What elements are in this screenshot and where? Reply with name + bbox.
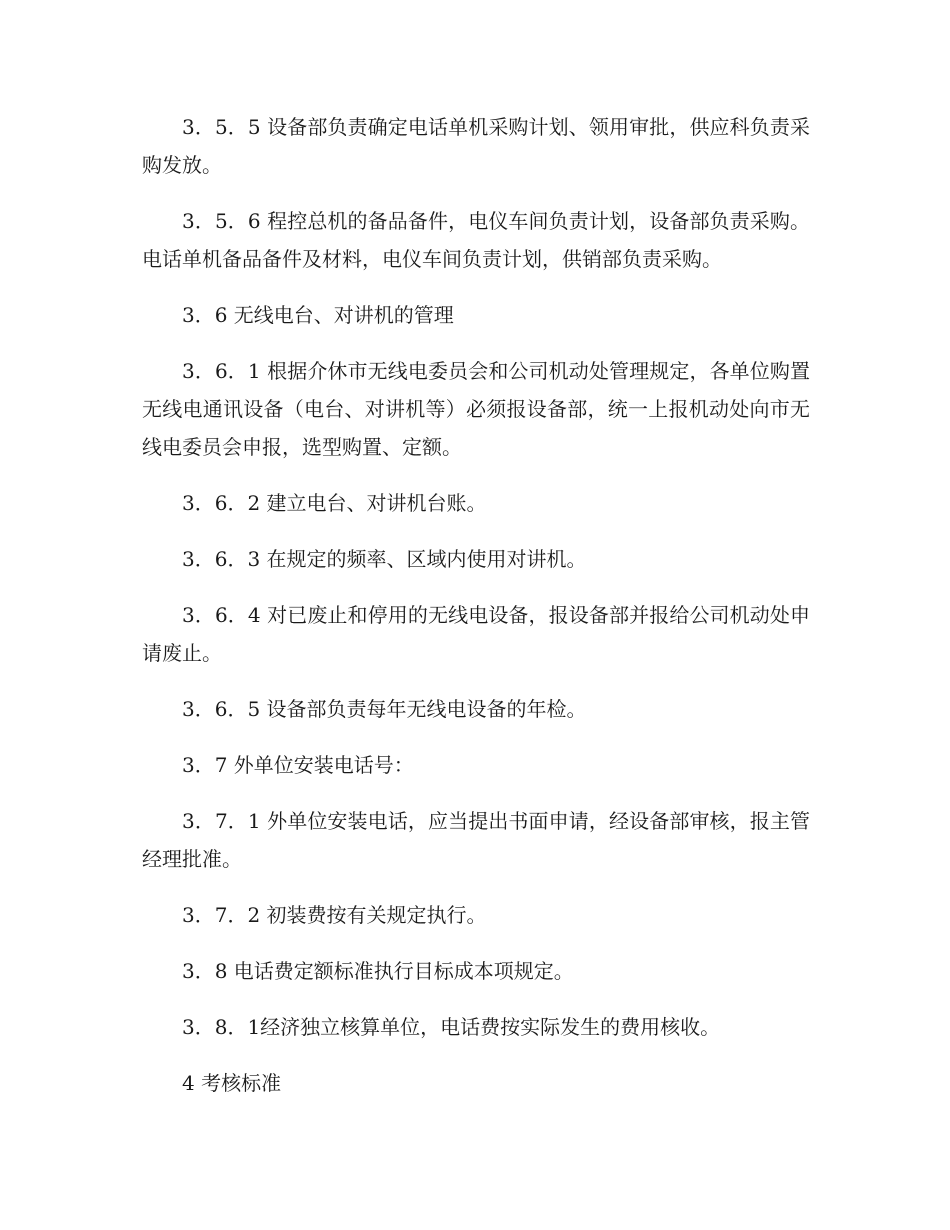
paragraph-3-6-1: 3．6．1 根据介休市无线电委员会和公司机动处管理规定，各单位购置无线电通讯设备（电台、对讲机等）必须报设备部，统一上报机动处向市无线电委员会申报，选型购置、定额。 [142,359,810,459]
heading-3-8: 3．8 电话费定额标准执行目标成本项规定。 [182,959,574,983]
paragraph-3-6-3: 3．6．3 在规定的频率、区域内使用对讲机。 [182,547,587,571]
paragraph-3-8-1: 3．8．1经济独立核算单位，电话费按实际发生的费用核收。 [182,1015,721,1039]
paragraph-3-7-1: 3．7．1 外单位安装电话，应当提出书面申请，经设备部审核，报主管经理批准。 [142,809,810,871]
paragraph-3-6-2: 3．6．2 建立电台、对讲机台账。 [182,491,487,515]
paragraph-3-5-5: 3．5．5 设备部负责确定电话单机采购计划、领用审批，供应科负责采购发放。 [142,115,810,177]
heading-4: 4 考核标准 [182,1071,282,1095]
heading-3-7: 3．7 外单位安装电话号： [182,753,414,777]
paragraph-3-7-2: 3．7．2 初装费按有关规定执行。 [182,903,487,927]
document-body [142,108,810,1120]
heading-3-6: 3．6 无线电台、对讲机的管理 [182,303,454,327]
paragraph-3-6-4: 3．6．4 对已废止和停用的无线电设备，报设备部并报给公司机动处申请废止。 [142,603,810,665]
paragraph-3-6-5: 3．6．5 设备部负责每年无线电设备的年检。 [182,697,587,721]
paragraph-3-5-6: 3．5．6 程控总机的备品备件，电仪车间负责计划，设备部负责采购。电话单机备品备件及材料，电仪车间负责计划，供销部负责采购。 [142,209,810,271]
